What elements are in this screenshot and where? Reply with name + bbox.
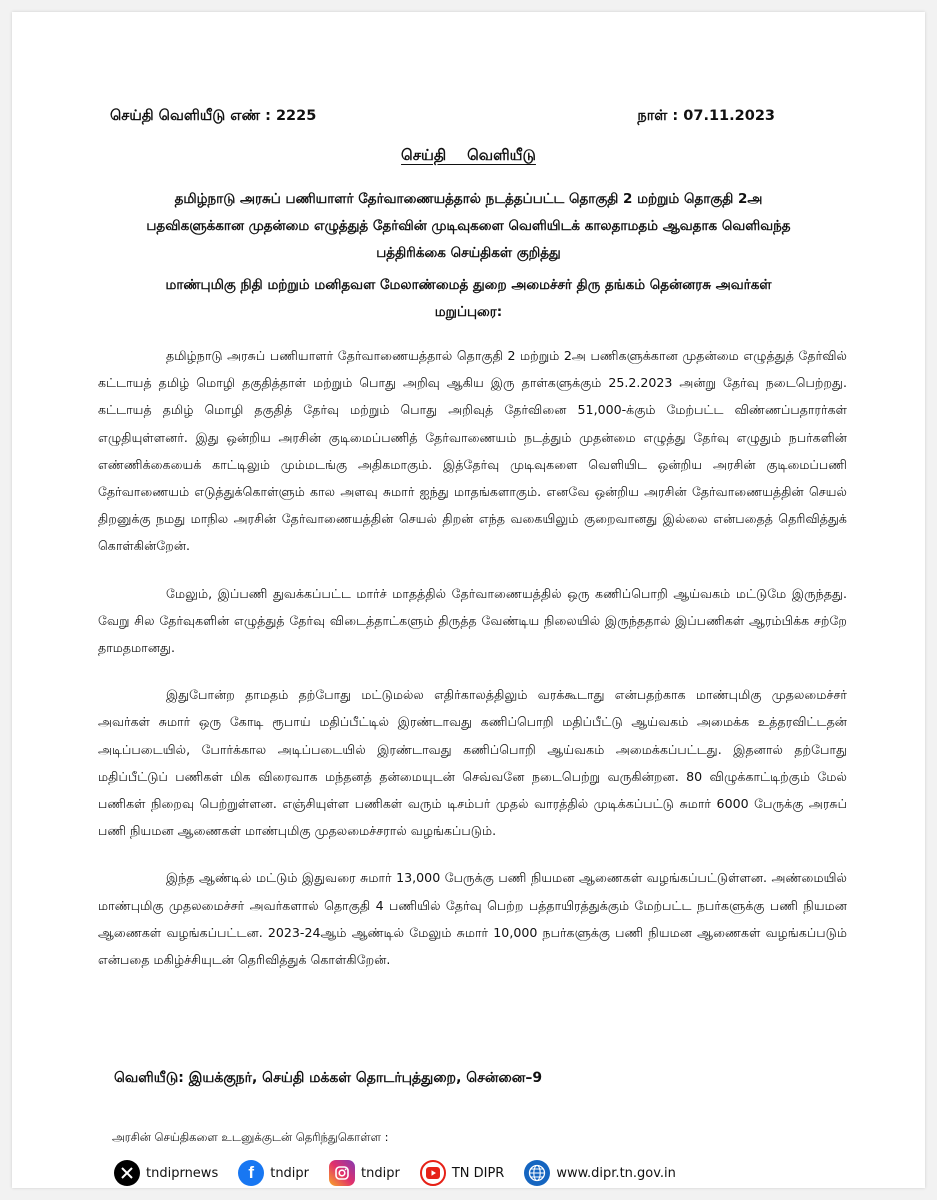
- instagram-icon: [329, 1160, 355, 1186]
- follow-text: அரசின் செய்திகளை உடனுக்குடன் தெரிந்துகொள்ள :: [112, 1130, 389, 1144]
- release-subheading: மாண்புமிகு நிதி மற்றும் மனிதவள மேலாண்மைத் துறை அமைச்சர் திரு தங்கம் தென்னரசு அவர்கள் மறுப்புரை:: [165, 277, 772, 320]
- social-x[interactable]: [114, 1160, 218, 1186]
- paragraph: தமிழ்நாடு அரசுப் பணியாளர் தேர்வாணையத்தால் தொகுதி 2 மற்றும் 2அ பணிகளுக்கான முதன்மை எழுத்துத் தேர்வில் கட்டாயத் தமிழ் மொழி தகுதித்தாள் மற்றும் பொது அறிவு ஆகிய இரு தாள்களுக்கும் 25.2.2023 அன்று தேர்வு நடைபெற்றது. கட்டாயத் தமிழ் மொழி தகுதித் தேர்வு மற்றும் பொது அறிவுத் தேர்வினை 51,000-க்கும் மேற்பட்ட விண்ணப்பதாரர்கள் எழுதியுள்ளனர். இது ஒன்றிய அரசின் குடிமைப்பணித் தேர்வாணையம் நடத்தும் முதன்மை எழுத்து தேர்வு எழுதும் நபர்களின் எண்ணிக்கையைக் காட்டிலும் மும்மடங்கு அதிகமாகும். இத்தேர்வு முடிவுகளை வெளியிட ஒன்றிய அரசின் குடிமைப்பணி தேர்வாணையம் எடுத்துக்கொள்ளும் கால அளவு சுமார் ஐந்து மாதங்களாகும். எனவே ஒன்றிய அரசின் தேர்வாணையத்தின் செயல் திறனுக்கு நமது மாநில அரசின் தேர்வாணையத்தின் செயல் திறன் எந்த வகையிலும் குறைவானது இல்லை என்பதைத் தெரிவித்துக் கொள்கின்றேன்.: [98, 348, 847, 554]
- facebook-icon: f: [238, 1160, 264, 1186]
- x-icon: [114, 1160, 140, 1186]
- paragraph: இந்த ஆண்டில் மட்டும் இதுவரை சுமார் 13,000 பேருக்கு பணி நியமன ஆணைகள் வழங்கப்பட்டுள்ளன. அண்மையில் மாண்புமிகு முதலமைச்சர் அவர்களால் தொகுதி 4 பணியில் தேர்வு பெற்ற பத்தாயிரத்துக்கும் மேற்பட்ட நபர்களுக்கு பணி நியமன ஆணைகள் வழங்கப்பட்டன. 2023-24ஆம் ஆண்டில் மேலும் சுமார் 10,000 நபர்களுக்கு பணி நியமன ஆணைகள் வழங்கப்படும் என்பதை மகிழ்ச்சியுடன் தெரிவித்துக் கொள்கிறேன்.: [98, 870, 847, 968]
- document-title-text: செய்தி வெளியீடு: [401, 146, 536, 164]
- social-facebook[interactable]: [238, 1160, 309, 1186]
- social-links: [114, 1160, 775, 1186]
- press-release-page: [12, 12, 925, 1188]
- release-number: செய்தி வெளியீடு எண் : 2225: [110, 108, 317, 124]
- social-youtube[interactable]: [420, 1160, 505, 1186]
- paragraph: இதுபோன்ற தாமதம் தற்போது மட்டுமல்ல எதிர்காலத்திலும் வரக்கூடாது என்பதற்காக மாண்புமிகு முதலமைச்சர் அவர்கள் சுமார் ஒரு கோடி ரூபாய் மதிப்பீட்டில் இரண்டாவது கணிப்பொறி மதிப்பீட்டு ஆய்வகம் அமைக்க உத்தரவிட்டதன் அடிப்படையில், போர்க்கால அடிப்படையில் இரண்டாவது கணிப்பொறி ஆய்வகம் அமைக்கப்பட்டது. இதனால் தற்போது மதிப்பீட்டுப் பணிகள் மிக விரைவாக மந்தனத் தன்மையுடன் செவ்வனே நடைபெற்று வருகின்றன. 80 விழுக்காட்டிற்கும் மேல் பணிகள் நிறைவு பெற்றுள்ளன. எஞ்சியுள்ள பணிகள் வரும் டிசம்பர் முதல் வாரத்தில் முடிக்கப்பட்டு சுமார் 6000 பேருக்கு அரசுப் பணி நியமன ஆணைகள் மாண்புமிகு முதலமைச்சரால் வழங்கப்படும்.: [98, 687, 847, 839]
- release-by: வெளியீடு: இயக்குநர், செய்தி மக்கள் தொடர்புத்துறை, சென்னை–9: [114, 1070, 543, 1086]
- social-label: tndiprnews: [146, 1165, 219, 1181]
- social-label: tndipr: [270, 1165, 310, 1181]
- paragraph: மேலும், இப்பணி துவக்கப்பட்ட மார்ச் மாதத்தில் தேர்வாணையத்தில் ஒரு கணிப்பொறி ஆய்வகம் மட்டுமே இருந்தது. வேறு சில தேர்வுகளின் எழுத்துத் தேர்வு விடைத்தாட்களும் திருத்த வேண்டிய நிலையில் இருந்ததால் இப்பணிகள் ஆரம்பிக்க சற்றே தாமதமானது.: [98, 585, 847, 656]
- social-label: TN DIPR: [451, 1165, 505, 1181]
- release-body: [98, 342, 847, 993]
- social-instagram[interactable]: [329, 1160, 400, 1186]
- release-date: நாள் : 07.11.2023: [637, 108, 775, 124]
- globe-icon: [524, 1160, 550, 1186]
- release-meta: [110, 108, 775, 126]
- youtube-icon: [420, 1160, 446, 1186]
- social-website[interactable]: [524, 1160, 676, 1186]
- social-label: tndipr: [361, 1165, 400, 1181]
- document-title: [12, 146, 925, 166]
- release-heading: தமிழ்நாடு அரசுப் பணியாளர் தேர்வாணையத்தால் நடத்தப்பட்ட தொகுதி 2 மற்றும் தொகுதி 2அ பதவிகளுக்கான முதன்மை எழுத்துத் தேர்வின் முடிவுகளை வெளியிடக் காலதாமதம் ஆவதாக வெளிவந்த பத்திரிக்கை செய்திகள் குறித்து: [146, 191, 791, 261]
- social-label: www.dipr.tn.gov.in: [556, 1165, 676, 1181]
